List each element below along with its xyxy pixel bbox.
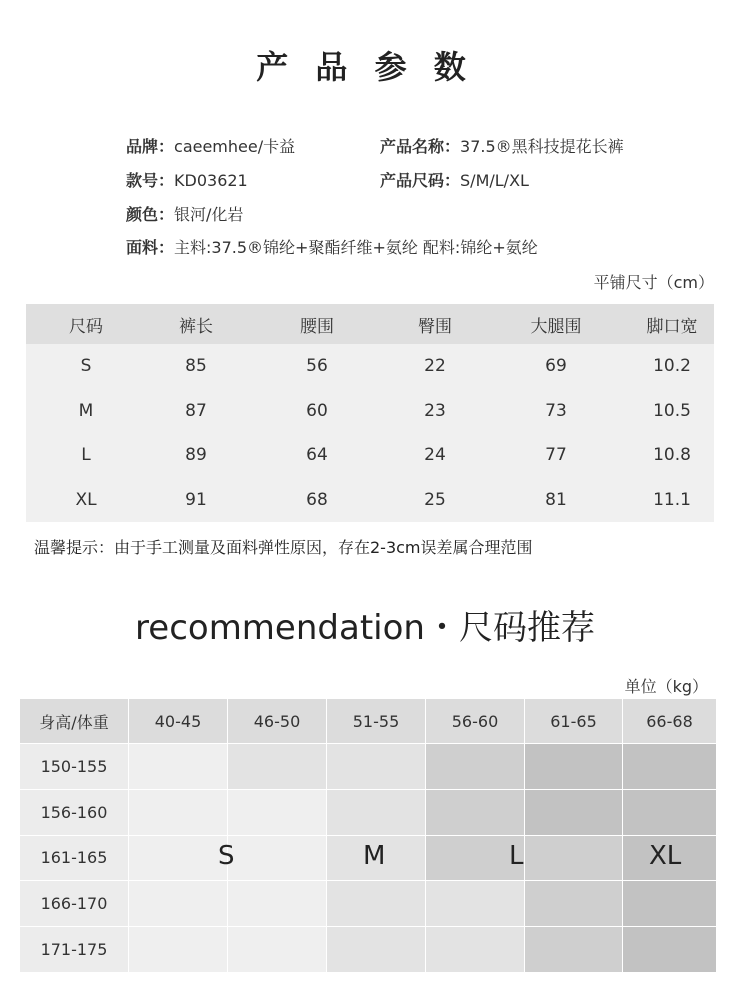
- measurement-tip: 温馨提示：由于手工测量及面料弹性原因，存在2-3cm误差属合理范围: [34, 538, 533, 557]
- height-header: 156-160: [20, 790, 128, 835]
- grid-cell: [129, 881, 227, 926]
- table-row: [26, 389, 714, 434]
- grid-cell: [525, 927, 622, 972]
- table-cell: 10.8: [653, 445, 691, 466]
- grid-cell: [426, 927, 524, 972]
- table-cell: 68: [306, 489, 328, 510]
- grid-cell: [327, 881, 425, 926]
- table-row: [26, 344, 714, 389]
- brand-label: 品牌：: [126, 137, 175, 156]
- brand-row: [126, 134, 295, 157]
- table-cell: 22: [424, 356, 446, 377]
- grid-cell: [327, 744, 425, 789]
- table-cell: 73: [545, 400, 567, 421]
- header-length: 裤长: [179, 316, 213, 337]
- grid-cell: [525, 744, 622, 789]
- fabric-row: [126, 235, 538, 258]
- size-label-xl: XL: [649, 841, 682, 871]
- grid-cell: [623, 744, 716, 789]
- grid-cell: [623, 927, 716, 972]
- recommendation-title: recommendation・尺码推荐: [135, 608, 595, 648]
- page-title: 产 品 参 数: [256, 48, 474, 86]
- grid-cell: [228, 836, 326, 881]
- color-label: 颜色：: [126, 205, 175, 224]
- table-cell: L: [81, 445, 91, 466]
- table-row: [26, 433, 714, 478]
- corner-header: 身高/体重: [20, 699, 128, 743]
- header-thigh: 大腿围: [530, 316, 582, 337]
- weight-header: 66-68: [623, 699, 716, 743]
- table-cell: XL: [75, 489, 97, 510]
- grid-cell: [129, 836, 227, 881]
- recommendation-unit: 单位（kg）: [624, 677, 708, 696]
- size-table: [26, 304, 714, 522]
- table-row: [26, 478, 714, 523]
- model-row: [126, 168, 248, 191]
- table-cell: M: [78, 400, 94, 421]
- grid-cell: [327, 927, 425, 972]
- color-value: 银河/化岩: [174, 205, 244, 224]
- table-cell: 10.5: [653, 400, 691, 421]
- fabric-label: 面料：: [126, 238, 175, 257]
- model-label: 款号：: [126, 171, 175, 190]
- table-cell: 56: [306, 356, 328, 377]
- name-label: 产品名称：: [380, 137, 461, 156]
- table-cell: 87: [185, 400, 207, 421]
- grid-cell: [426, 881, 524, 926]
- sizes-label: 产品尺码：: [380, 171, 461, 190]
- table-cell: 60: [306, 400, 328, 421]
- grid-cell: [129, 744, 227, 789]
- grid-cell: [228, 744, 326, 789]
- table-cell: 91: [185, 489, 207, 510]
- size-label-s: S: [218, 841, 235, 871]
- grid-cell: [525, 790, 622, 835]
- header-hem: 脚口宽: [646, 316, 698, 337]
- table-cell: 25: [424, 489, 446, 510]
- name-row: [380, 134, 624, 157]
- table-cell: 89: [185, 445, 207, 466]
- height-header: 166-170: [20, 881, 128, 926]
- grid-cell: [426, 790, 524, 835]
- brand-value: caeemhee/卡益: [174, 137, 296, 156]
- weight-header: 61-65: [525, 699, 622, 743]
- grid-cell: [228, 927, 326, 972]
- table-cell: 81: [545, 489, 567, 510]
- name-value: 37.5®黑科技提花长裤: [460, 137, 624, 156]
- weight-header: 51-55: [327, 699, 425, 743]
- table-cell: 85: [185, 356, 207, 377]
- grid-cell: [623, 790, 716, 835]
- size-table-header: [26, 304, 714, 344]
- grid-cell: [623, 881, 716, 926]
- table-cell: 24: [424, 445, 446, 466]
- grid-cell: [327, 790, 425, 835]
- model-value: KD03621: [174, 171, 248, 190]
- grid-cell: [129, 927, 227, 972]
- grid-cell: [525, 836, 622, 881]
- size-label-m: M: [363, 841, 386, 871]
- header-size: 尺码: [69, 316, 103, 337]
- size-recommendation-grid: [20, 699, 710, 967]
- header-waist: 腰围: [300, 316, 334, 337]
- grid-cell: [228, 790, 326, 835]
- fabric-value: 主料:37.5®锦纶+聚酯纤维+氨纶 配料:锦纶+氨纶: [174, 238, 538, 257]
- size-table-unit: 平铺尺寸（cm）: [593, 273, 714, 292]
- header-hip: 臀围: [418, 316, 452, 337]
- sizes-row: [380, 168, 529, 191]
- height-header: 171-175: [20, 927, 128, 972]
- weight-header: 46-50: [228, 699, 326, 743]
- table-cell: S: [80, 356, 92, 377]
- grid-cell: [228, 881, 326, 926]
- sizes-value: S/M/L/XL: [460, 171, 529, 190]
- size-label-l: L: [509, 841, 524, 871]
- table-cell: 64: [306, 445, 328, 466]
- weight-header: 56-60: [426, 699, 524, 743]
- height-header: 161-165: [20, 836, 128, 881]
- grid-cell: [525, 881, 622, 926]
- table-cell: 10.2: [653, 356, 691, 377]
- grid-cell: [426, 744, 524, 789]
- color-row: [126, 202, 243, 225]
- weight-header: 40-45: [129, 699, 227, 743]
- height-header: 150-155: [20, 744, 128, 789]
- table-cell: 69: [545, 356, 567, 377]
- table-cell: 77: [545, 445, 567, 466]
- grid-cell: [129, 790, 227, 835]
- table-cell: 11.1: [653, 489, 691, 510]
- table-cell: 23: [424, 400, 446, 421]
